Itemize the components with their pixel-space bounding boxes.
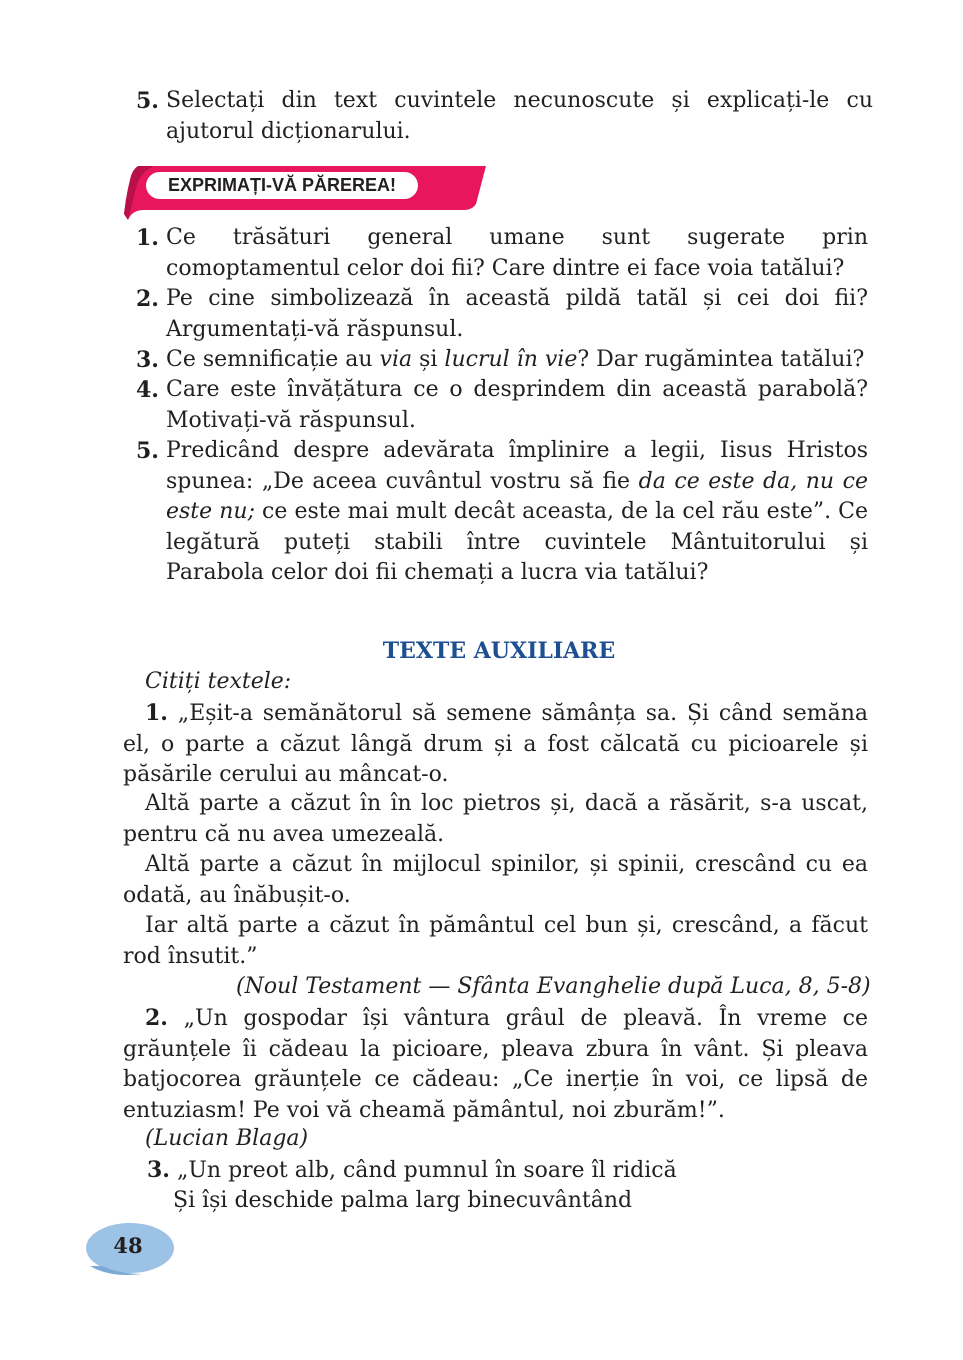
text-segment: ce este mai mult decât aceasta, de la cel rău este”. Ce legătură puteți stabili între cuvintele Mântuitorului și Parabola celor doi fii chemați a lucra via tatălui?	[166, 499, 868, 585]
text-segment: și	[412, 347, 445, 372]
text-1-paragraph-2	[123, 789, 868, 850]
text-1-paragraph-1	[123, 698, 868, 791]
text-segment: Ce semnificație au	[166, 347, 380, 372]
poem-line: „Un preot alb, când pumnul în soare îl ridică	[176, 1158, 677, 1183]
question-text	[166, 436, 868, 589]
question-1	[136, 223, 868, 284]
intro-line	[123, 667, 868, 698]
question-5	[136, 436, 868, 589]
text-3-line-2: Și își deschide palma larg binecuvântând	[173, 1188, 633, 1213]
section-title: TEXTE AUXILIARE	[382, 638, 616, 664]
text-segment: ? Dar rugămintea tatălui?	[577, 347, 865, 372]
text-2-source-line	[123, 1124, 868, 1155]
italic-term: via	[379, 347, 413, 372]
question-number: 3.	[136, 347, 159, 373]
paragraph-text: „Eșit-a semănătorul să semene sămânța sa. Și când semăna el, o parte a căzut lângă drum și a fost călcată cu picioarele și păsările cerului au mâncat-o.	[123, 701, 868, 787]
question-3	[136, 345, 868, 376]
question-number: 1.	[136, 225, 159, 251]
paragraph-text: Altă parte a căzut în mijlocul spinilor, și spinii, crescând cu ea odată, au înăbușit-o.	[123, 852, 868, 908]
question-text: Pe cine simbolizează în această pildă tatăl și cei doi fii? Argumentați-vă răspunsul.	[166, 286, 868, 342]
question-number: 2.	[136, 286, 159, 312]
intro-text: Citiți textele:	[145, 669, 292, 694]
paragraph-text: „Un gospodar își vântura grâul de pleavă. În vreme ce grăunțele îi cădeau la picioare, pleava zbura în vânt. Și pleava batjocorea grăunțele ce cădeau: „Ce inerție în voi, ce lipsă de entuziasm! Pe voi vă cheamă pământul, noi zburăm!”.	[123, 1006, 868, 1123]
italic-quote: da ce este da, nu ce este nu;	[166, 468, 868, 524]
banner-label: EXPRIMAȚI-VĂ PĂREREA!	[146, 172, 418, 199]
text-3-line-1	[147, 1155, 847, 1187]
text-2-source: (Lucian Blaga)	[145, 1126, 309, 1151]
question-number: 4.	[136, 377, 159, 403]
text-segment: Predicând despre adevărata împlinire a legii, Iisus Hristos spunea: „De aceea cuvântul vostru să fie	[166, 438, 868, 494]
exercise-item-5	[136, 86, 873, 147]
question-text: Care este învățătura ce o desprindem din această parabolă? Motivați-vă răspunsul.	[166, 377, 868, 433]
question-text: Ce trăsături general umane sunt sugerate prin comoptamentul celor doi fii? Care dintre ei face voia tatălui?	[166, 225, 868, 281]
question-text	[166, 345, 868, 376]
text-number: 1.	[145, 700, 168, 726]
paragraph-text: Iar altă parte a căzut în pământul cel bun și, crescând, a făcut rod însutit.”	[123, 913, 868, 969]
text-2-paragraph	[123, 1003, 868, 1126]
question-2	[136, 284, 868, 345]
text-1-paragraph-3	[123, 850, 868, 911]
item-text: Selectați din text cuvintele necunoscute și explicați-le cu ajutorul dicționarului.	[166, 88, 873, 144]
question-number: 5.	[136, 438, 159, 464]
page-number: 48	[113, 1233, 143, 1258]
text-number: 2.	[145, 1005, 168, 1031]
question-4	[136, 375, 868, 436]
text-1-source: (Noul Testament — Sfânta Evanghelie după Luca, 8, 5-8)	[236, 974, 871, 999]
italic-term: lucrul în vie	[444, 347, 578, 372]
text-number: 3.	[147, 1157, 170, 1183]
text-1-paragraph-4	[123, 911, 868, 972]
paragraph-text: Altă parte a căzut în în loc pietros și, dacă a răsărit, s-a uscat, pentru că nu avea umezeală.	[123, 791, 868, 847]
item-number: 5.	[136, 88, 159, 114]
